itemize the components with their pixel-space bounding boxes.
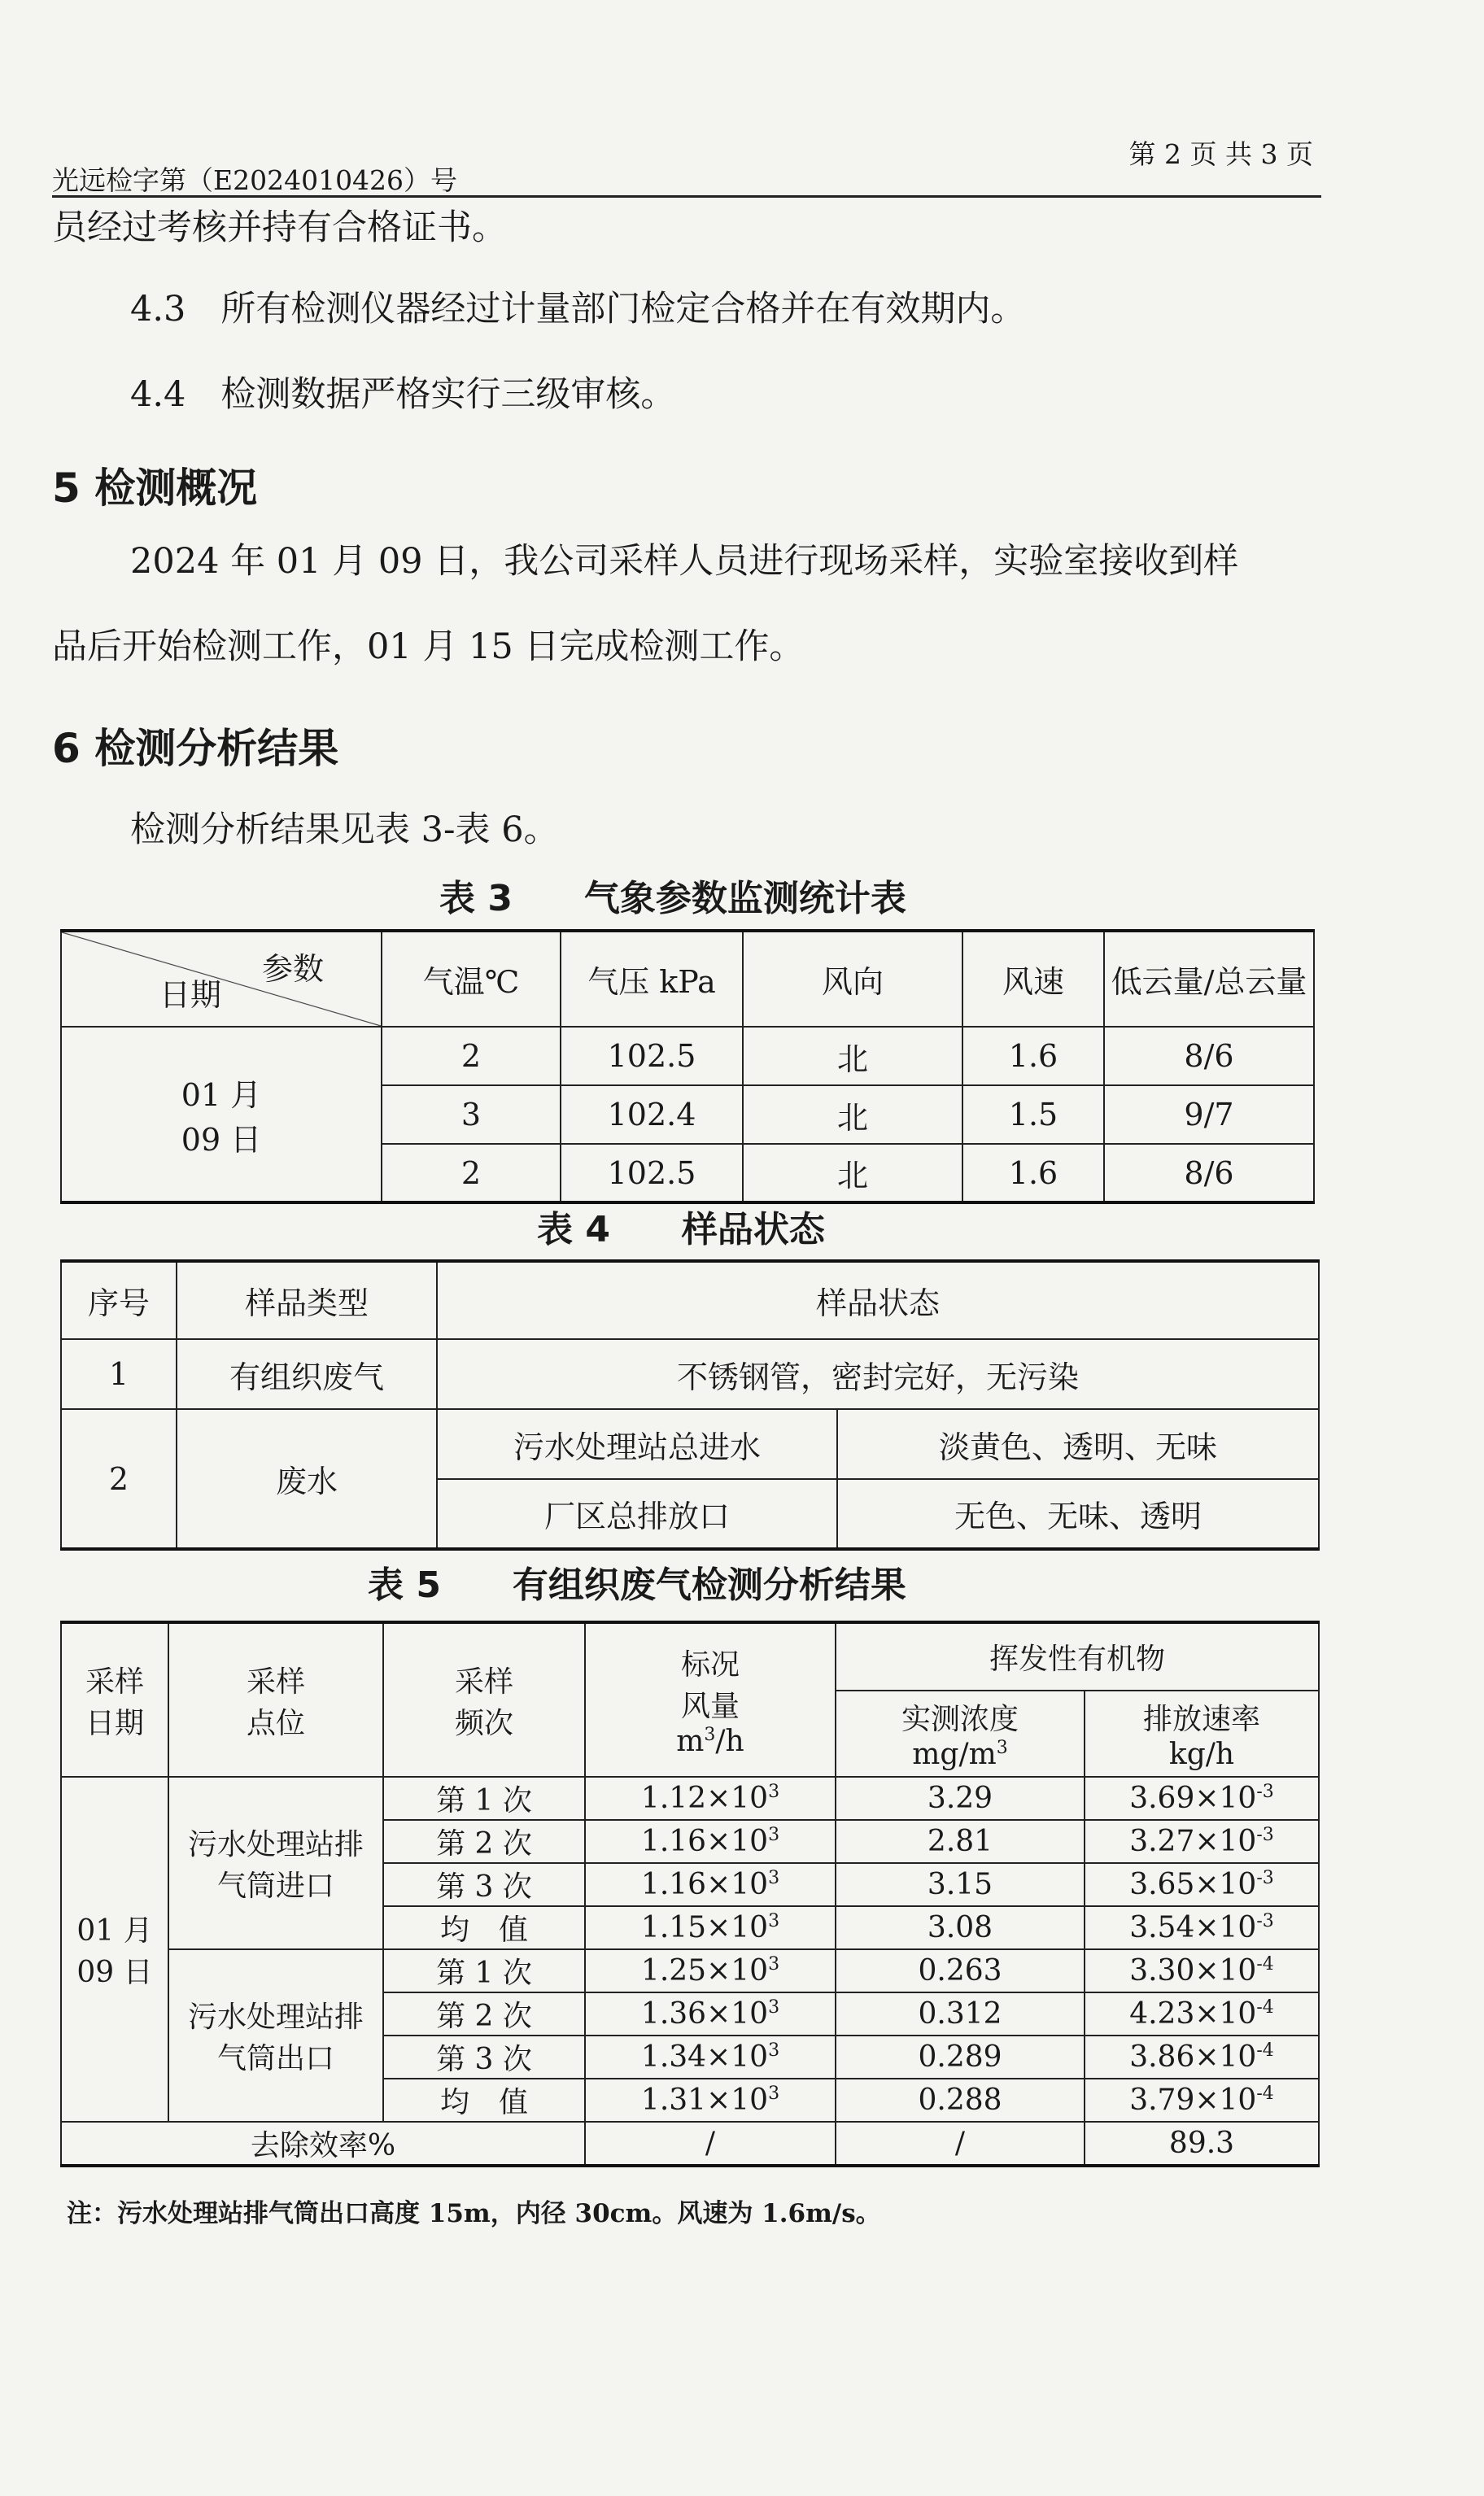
table5-rate-val: 4.23×10 bbox=[1129, 1997, 1257, 2031]
table3-cell: 1.5 bbox=[962, 1085, 1104, 1144]
section5-para1: 2024 年 01 月 09 日，我公司采样人员进行现场采样，实验室接收到样 bbox=[130, 541, 1239, 582]
table3-cell: 102.5 bbox=[561, 1027, 743, 1085]
table3-header-pressure: 气压 kPa bbox=[561, 931, 743, 1027]
table4-r1-type: 有组织废气 bbox=[177, 1339, 437, 1409]
table5-header-flow bbox=[585, 1622, 836, 1777]
table5-rate-exp: -4 bbox=[1256, 1954, 1274, 1975]
table3-header-winddir: 风向 bbox=[743, 931, 962, 1027]
table5-conc: 0.263 bbox=[836, 1949, 1085, 1992]
table3-header-windspeed: 风速 bbox=[962, 931, 1104, 1027]
table5-efficiency-conc: / bbox=[836, 2122, 1085, 2166]
table5-flow-val: 1.25×10 bbox=[640, 1954, 769, 1988]
table5-rate bbox=[1085, 1949, 1319, 1992]
table5-conc: 2.81 bbox=[836, 1820, 1085, 1863]
table5-efficiency-value: 89.3 bbox=[1085, 2122, 1319, 2166]
table3-cell: 102.5 bbox=[561, 1144, 743, 1202]
section5-title: 5 检测概况 bbox=[52, 465, 258, 512]
table5-rate-exp: -4 bbox=[1256, 2040, 1274, 2061]
section5-para2: 品后开始检测工作，01 月 15 日完成检测工作。 bbox=[52, 626, 805, 667]
table5-date: 01 月 09 日 bbox=[61, 1777, 168, 2122]
table5-rate-val: 3.30×10 bbox=[1129, 1954, 1257, 1988]
table3-diag-bottom: 日期 bbox=[159, 977, 222, 1013]
table5-freq: 第 1 次 bbox=[383, 1949, 585, 1992]
table5-rate bbox=[1085, 1992, 1319, 2036]
table5-point-inlet: 污水处理站排 气筒进口 bbox=[168, 1777, 383, 1949]
table5-freq: 第 3 次 bbox=[383, 1863, 585, 1906]
table5-rate-exp: -4 bbox=[1256, 1997, 1274, 2018]
table4-sample-status bbox=[60, 1259, 1320, 1551]
table3-diag-top: 参数 bbox=[261, 951, 324, 987]
section6-title: 6 检测分析结果 bbox=[52, 725, 339, 772]
table5-flow bbox=[585, 1863, 836, 1906]
table5-flow-val: 1.16×10 bbox=[640, 1825, 769, 1858]
table5-rate-val: 3.69×10 bbox=[1129, 1782, 1257, 1815]
table5-conc: 0.288 bbox=[836, 2079, 1085, 2122]
table5-freq: 第 2 次 bbox=[383, 1820, 585, 1863]
table3-cell: 8/6 bbox=[1104, 1027, 1314, 1085]
table3-cell: 北 bbox=[743, 1027, 962, 1085]
table5-rate-exp: -4 bbox=[1256, 2084, 1274, 2104]
table5-header-rate: 排放速率 kg/h bbox=[1085, 1691, 1319, 1777]
table5-header-frequency: 采样 频次 bbox=[383, 1622, 585, 1777]
table5-flow-exp: 3 bbox=[768, 1997, 780, 2018]
table5-header-date: 采样 日期 bbox=[61, 1622, 168, 1777]
table5-conc: 0.312 bbox=[836, 1992, 1085, 2036]
table5-rate-val: 3.79×10 bbox=[1129, 2084, 1257, 2117]
table5-flow-exp: 3 bbox=[768, 1782, 780, 1802]
table5-exhaust-results bbox=[60, 1621, 1320, 2167]
table5-rate-exp: -3 bbox=[1256, 1782, 1274, 1802]
table5-header-flow-sup: 3 bbox=[704, 1725, 716, 1745]
table5-flow-val: 1.12×10 bbox=[640, 1782, 769, 1815]
table5-freq: 第 3 次 bbox=[383, 2036, 585, 2079]
table5-freq: 均 值 bbox=[383, 2079, 585, 2122]
table4-caption: 表 4 样品状态 bbox=[537, 1209, 825, 1250]
table3-cell: 8/6 bbox=[1104, 1144, 1314, 1202]
table5-flow-val: 1.15×10 bbox=[640, 1911, 769, 1944]
table5-header-flow-tail: /h bbox=[715, 1725, 744, 1758]
table5-caption: 表 5 有组织废气检测分析结果 bbox=[368, 1564, 906, 1606]
table5-header-conc bbox=[836, 1691, 1085, 1777]
table5-rate-exp: -3 bbox=[1256, 1825, 1274, 1845]
table3-cell: 1.6 bbox=[962, 1027, 1104, 1085]
table5-header-conc-text: 实测浓度 mg/m bbox=[901, 1703, 1019, 1771]
table3-cell: 1.6 bbox=[962, 1144, 1104, 1202]
table5-flow bbox=[585, 1992, 836, 2036]
table5-efficiency-label: 去除效率% bbox=[61, 2122, 585, 2166]
table5-conc: 0.289 bbox=[836, 2036, 1085, 2079]
table4-r2-no: 2 bbox=[61, 1409, 177, 1549]
table5-rate bbox=[1085, 1777, 1319, 1820]
table5-header-voc: 挥发性有机物 bbox=[836, 1622, 1319, 1691]
header-rule bbox=[52, 195, 1321, 198]
table3-weather bbox=[60, 929, 1315, 1204]
table5-rate-exp: -3 bbox=[1256, 1868, 1274, 1888]
table4-r2-a-location: 污水处理站总进水 bbox=[437, 1409, 837, 1479]
table5-flow-exp: 3 bbox=[768, 1868, 780, 1888]
table5-flow-exp: 3 bbox=[768, 2084, 780, 2104]
table5-conc: 3.29 bbox=[836, 1777, 1085, 1820]
table4-r2-type: 废水 bbox=[177, 1409, 437, 1549]
table5-flow bbox=[585, 1949, 836, 1992]
table5-freq: 第 2 次 bbox=[383, 1992, 585, 2036]
table4-r2-b-location: 厂区总排放口 bbox=[437, 1479, 837, 1549]
table5-flow bbox=[585, 1820, 836, 1863]
section6-para1: 检测分析结果见表 3-表 6。 bbox=[130, 809, 559, 850]
table4-header-type: 样品类型 bbox=[177, 1261, 437, 1339]
table5-efficiency-flow: / bbox=[585, 2122, 836, 2166]
table3-date: 01 月 09 日 bbox=[61, 1027, 382, 1202]
table5-rate-val: 3.65×10 bbox=[1129, 1868, 1257, 1901]
table4-r1-state: 不锈钢管，密封完好，无污染 bbox=[437, 1339, 1319, 1409]
table3-cell: 北 bbox=[743, 1144, 962, 1202]
table5-header-conc-sup: 3 bbox=[996, 1738, 1008, 1758]
table5-flow-val: 1.31×10 bbox=[640, 2084, 769, 2117]
header-page-number: 第 2 页 共 3 页 bbox=[1128, 138, 1313, 170]
table3-caption: 表 3 气象参数监测统计表 bbox=[439, 878, 906, 919]
table3-cell: 2 bbox=[382, 1027, 561, 1085]
table5-rate-val: 3.27×10 bbox=[1129, 1825, 1257, 1858]
table5-rate bbox=[1085, 1906, 1319, 1949]
table5-flow-exp: 3 bbox=[768, 1954, 780, 1975]
table5-note: 注：污水处理站排气筒出口高度 15m，内径 30cm。风速为 1.6m/s。 bbox=[67, 2199, 881, 2228]
section4-item-4-3: 4.3 所有检测仪器经过计量部门检定合格并在有效期内。 bbox=[130, 289, 1026, 329]
table3-header-cloud: 低云量/总云量 bbox=[1104, 931, 1314, 1027]
table5-rate-exp: -3 bbox=[1256, 1911, 1274, 1931]
table5-flow bbox=[585, 1906, 836, 1949]
table5-flow-exp: 3 bbox=[768, 2040, 780, 2061]
section4-item-4-4: 4.4 检测数据严格实行三级审核。 bbox=[130, 374, 676, 415]
table5-point-outlet: 污水处理站排 气筒出口 bbox=[168, 1949, 383, 2122]
table5-flow-exp: 3 bbox=[768, 1825, 780, 1845]
table5-conc: 3.08 bbox=[836, 1906, 1085, 1949]
table3-header-temp: 气温℃ bbox=[382, 931, 561, 1027]
table3-cell: 9/7 bbox=[1104, 1085, 1314, 1144]
table5-flow-val: 1.36×10 bbox=[640, 1997, 769, 2031]
table4-header-state: 样品状态 bbox=[437, 1261, 1319, 1339]
table4-r2-b-state: 无色、无味、透明 bbox=[837, 1479, 1319, 1549]
table5-freq: 均 值 bbox=[383, 1906, 585, 1949]
table5-flow bbox=[585, 2079, 836, 2122]
table3-cell: 3 bbox=[382, 1085, 561, 1144]
table5-flow bbox=[585, 1777, 836, 1820]
table5-flow-val: 1.16×10 bbox=[640, 1868, 769, 1901]
table5-rate bbox=[1085, 2079, 1319, 2122]
table3-cell: 2 bbox=[382, 1144, 561, 1202]
table5-conc: 3.15 bbox=[836, 1863, 1085, 1906]
table4-r1-no: 1 bbox=[61, 1339, 177, 1409]
table5-header-flow-text: 标况 风量 m bbox=[676, 1648, 740, 1758]
table5-rate bbox=[1085, 1820, 1319, 1863]
table5-rate-val: 3.86×10 bbox=[1129, 2040, 1257, 2074]
table5-rate bbox=[1085, 1863, 1319, 1906]
table3-diagonal-header bbox=[61, 931, 382, 1027]
section4-line1: 员经过考核并持有合格证书。 bbox=[52, 207, 507, 248]
table5-header-point: 采样 点位 bbox=[168, 1622, 383, 1777]
table5-flow-val: 1.34×10 bbox=[640, 2040, 769, 2074]
table4-header-no: 序号 bbox=[61, 1261, 177, 1339]
table5-rate bbox=[1085, 2036, 1319, 2079]
table5-freq: 第 1 次 bbox=[383, 1777, 585, 1820]
table5-flow bbox=[585, 2036, 836, 2079]
table5-flow-exp: 3 bbox=[768, 1911, 780, 1931]
table4-r2-a-state: 淡黄色、透明、无味 bbox=[837, 1409, 1319, 1479]
table3-cell: 北 bbox=[743, 1085, 962, 1144]
table5-rate-val: 3.54×10 bbox=[1129, 1911, 1257, 1944]
table3-cell: 102.4 bbox=[561, 1085, 743, 1144]
header-doc-number: 光远检字第（E2024010426）号 bbox=[52, 164, 458, 196]
